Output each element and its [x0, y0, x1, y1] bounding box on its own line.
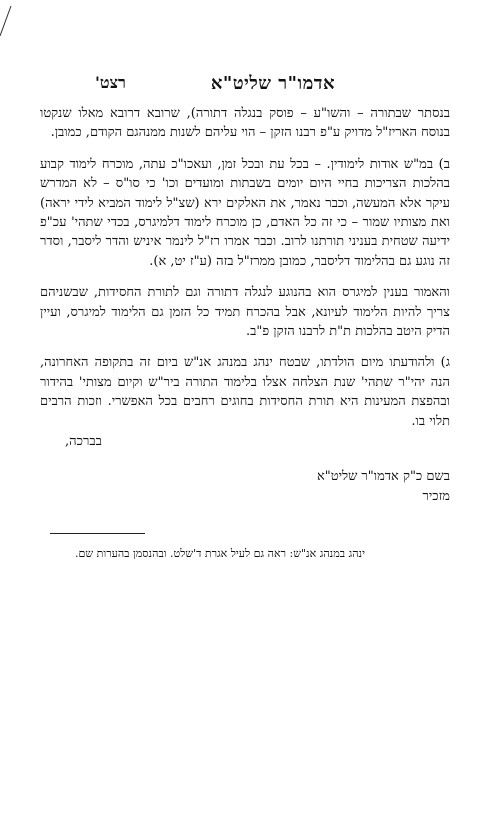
blessing-text: בברכה,	[65, 434, 102, 449]
letter-body	[40, 104, 450, 443]
secretary-title: מזכיר	[422, 488, 450, 504]
letter-closing	[40, 432, 450, 506]
paragraph-c-birthday: ג) ולהודעתו מיום הולדתו, שבטח ינהג במנהג אנ"ש ביום זה בתקופה האחרונה, הנה יהי"ר שתהי' שנת הצלחה אצלו בלימוד התורה ביר"ש וקיום מצותי' בהידור ובהפצת המעינות היא תורת החסידות בחוגים רחבים בכל האפשרי. וזכות הרבים תלוי בו.	[40, 355, 450, 429]
corner-scan-mark	[0, 6, 14, 36]
letter-header	[95, 73, 450, 99]
footnote-divider	[50, 533, 145, 534]
paragraph-intro: בנסתר שבתורה – והשו"ע – פוסק בנגלה דתורה), שרובא דרובא מאלו שנקטו בנוסח האריז"ל מדויק ע"פ רבנו הזקן – הוי עליהם לשנות ממנהגם הקודם, כמובן.	[40, 106, 450, 141]
signature-line: בשם כ"ק אדמו"ר שליט"א	[316, 469, 450, 485]
page-title: אדמו"ר שליט"א	[210, 73, 335, 94]
footnote: ינהג במנהג אנ"ש: ראה גם לעיל אגרת ד'שלט. ובהנסמן בהערות שם.	[75, 547, 365, 560]
page-number: רצט'	[95, 73, 126, 92]
paragraph-lemigras: והאמור בענין למיגרס הוא בהנוגע לנגלה דתורה וגם לתורת החסידות, שבשניהם צריך להיות הלימוד לעיונא, אבל בהכרח תמיד כל הזמן גם הלימוד למיגרס, ועיין הדיק היטב בהלכות ת"ת לרבנו הזקן פ"ב.	[40, 285, 450, 340]
paragraph-b-learning: ב) במ"ש אודות לימודין. – בכל עת ובכל זמן, ועאכו"כ עתה, מוכרח לימוד קבוע בהלכות הצריכות בחיי היום יומים בשבתות ומועדים וכו' כי סו"ס – לא המדרש עיקר אלא המעשה, וכבר נאמר, את האלקים ירא (שצ"ל לימוד המביא לידי יראה) ואת מצותיו שמור – כי זה כל האדם, כן מוכרח לימוד דלמיגרס, בכדי שתהי' עכ"פ ידיעה שטחית בעניני תורתנו לרוב. וכבר אמרו רז"ל לינמר איניש והדר ליסבר, וסדר זה נוגע גם בהלימוד דליסבר, כמובן ממרז"ל בזה (ע"ז יט, א).	[40, 156, 450, 269]
